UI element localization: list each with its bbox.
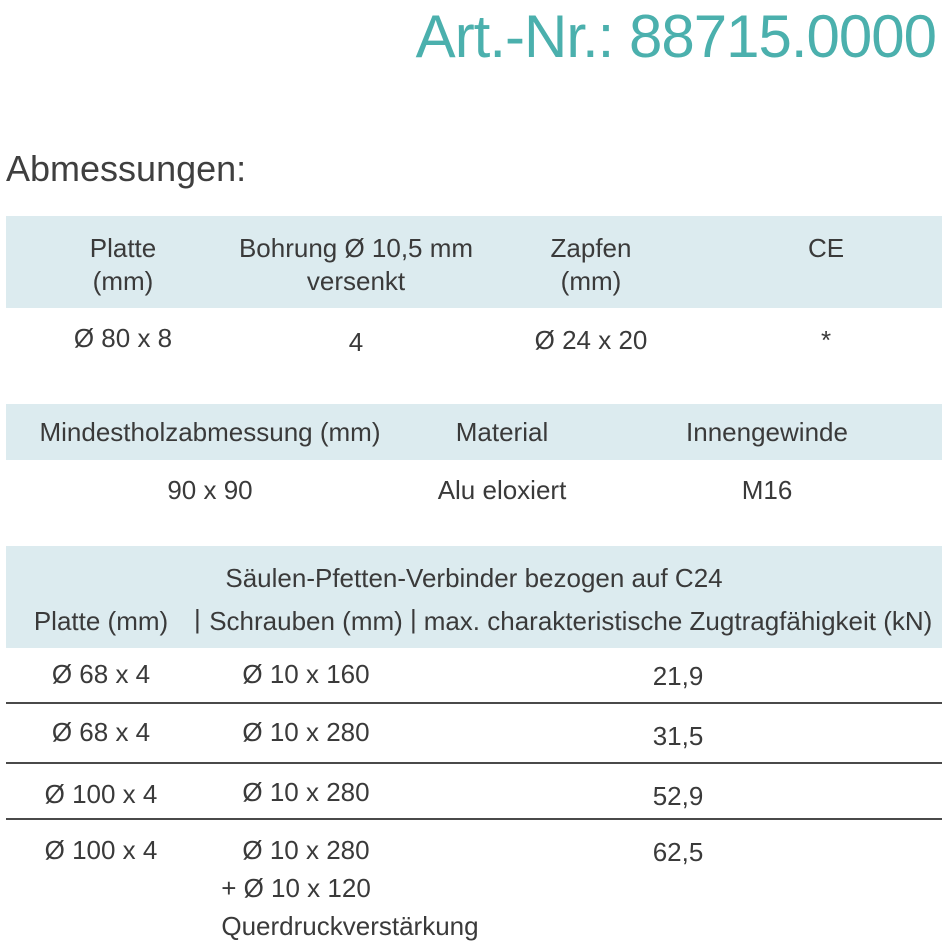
table1-cell-ce: * — [820, 325, 832, 355]
table3-header-schrauben: Schrauben (mm) — [209, 606, 403, 636]
table3-title: Säulen-Pfetten-Verbinder bezogen auf C24 — [225, 563, 723, 593]
table2-header-material: Material — [455, 417, 549, 447]
table3-row3-schrauben: Ø 10 x 280 — [242, 777, 370, 807]
table1-header-bohrung — [226, 232, 486, 298]
table3-header-separator: | — [410, 604, 417, 634]
table3-row4-schrauben-3: Querdruckverstärkung — [221, 911, 479, 941]
table3-row3-zug: 52,9 — [652, 781, 704, 811]
table1-cell-platte: Ø 80 x 8 — [73, 323, 173, 353]
table3-row4-zug: 62,5 — [652, 837, 704, 867]
table3-row4-platte: Ø 100 x 4 — [44, 835, 158, 865]
table3-row2-platte: Ø 68 x 4 — [51, 717, 151, 747]
section-title: Abmessungen: — [6, 148, 247, 189]
table3-row2-zug: 31,5 — [652, 721, 704, 751]
table3-header-platte: Platte (mm) — [33, 606, 169, 636]
table2-header-gewinde: Innengewinde — [686, 417, 848, 447]
table2-cell-gewinde: M16 — [741, 475, 793, 505]
table1-header-platte-line2: (mm) — [92, 266, 154, 296]
table3-header-zug: max. charakteristische Zugtragfähigkeit (kN) — [423, 606, 933, 636]
table1-header-bohrung-line2: versenkt — [306, 266, 406, 296]
table3-row1-schrauben: Ø 10 x 160 — [242, 659, 370, 689]
table1-header-platte — [48, 232, 198, 298]
table1-header-zapfen-line1: Zapfen — [550, 233, 632, 263]
table3-row3-platte: Ø 100 x 4 — [44, 779, 158, 809]
table3-row-divider — [6, 702, 942, 704]
table3-row-divider — [6, 818, 942, 820]
table3-row1-platte: Ø 68 x 4 — [51, 659, 151, 689]
table1-header-ce: CE — [807, 233, 845, 263]
table2-header-holz: Mindestholzabmessung (mm) — [39, 417, 381, 447]
table3-row-divider — [6, 762, 942, 764]
table3-header-separator: | — [194, 604, 201, 634]
article-number: Art.-Nr.: 88715.0000 — [415, 3, 936, 70]
table1-header-platte-line1: Platte — [89, 233, 157, 263]
table3-row2-schrauben: Ø 10 x 280 — [242, 717, 370, 747]
table1-header-zapfen-line2: (mm) — [560, 266, 622, 296]
table1-header-zapfen — [516, 232, 666, 298]
table3-row1-zug: 21,9 — [652, 661, 704, 691]
table1-cell-bohrung: 4 — [348, 327, 364, 357]
table1-header-bohrung-line1: Bohrung Ø 10,5 mm — [238, 233, 474, 263]
table1-cell-zapfen: Ø 24 x 20 — [534, 325, 648, 355]
table2-cell-material: Alu eloxiert — [437, 475, 567, 505]
table2-cell-holz: 90 x 90 — [167, 475, 253, 505]
table3-row4-schrauben: Ø 10 x 280 — [242, 835, 370, 865]
table3-row4-schrauben-2: + Ø 10 x 120 — [221, 873, 371, 903]
